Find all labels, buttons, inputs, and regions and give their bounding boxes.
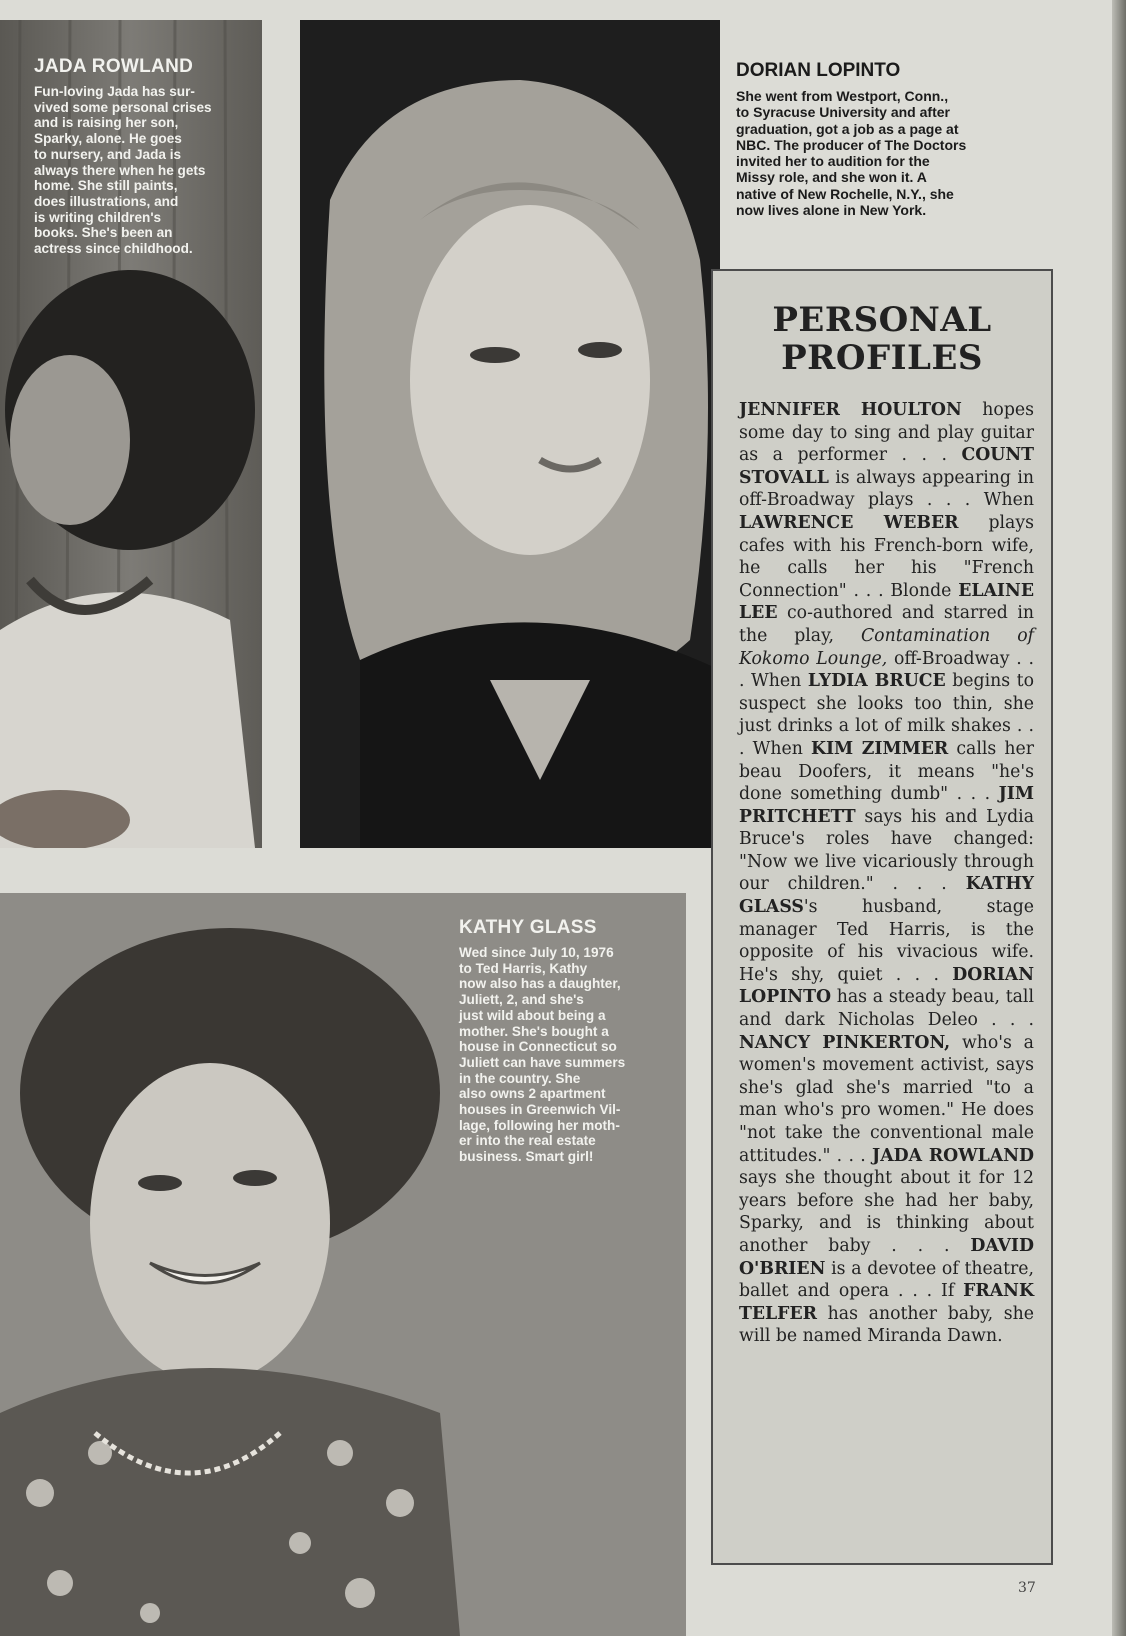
- profile-name: ELAINE LEE: [739, 580, 1034, 624]
- profile-text: off-Broadway . . . When: [739, 648, 1034, 692]
- profiles-title-line2: PROFILES: [781, 338, 983, 378]
- profile-name: COUNT STOVALL: [739, 445, 1034, 488]
- caption-name: DORIAN LOPINTO: [736, 60, 901, 81]
- profile-text: plays cafes with his French-born wife, he calls her his "French Connection" . . . Blonde: [739, 512, 1034, 601]
- profile-text: begins to suspect she looks too thin, she just drinks a lot of milk shakes . . . When: [739, 671, 1034, 759]
- profile-text: has a steady beau, tall and dark Nicholas Deleo . . .: [739, 987, 1034, 1031]
- profile-name: JENNIFER HOULTON: [739, 400, 962, 420]
- profiles-title-line1: PERSONAL: [772, 300, 992, 340]
- profile-name: FRANK TELFER: [739, 1281, 1034, 1324]
- profiles-title: [713, 301, 1051, 377]
- profile-name: LAWRENCE WEBER: [739, 512, 959, 533]
- caption-body: Wed since July 10, 1976 to Ted Harris, Kathy now also has a daughter, Juliett, 2, and she's just wild about being a mother. She's bought a house in Connecticut so Juliett can have summers in the country. She also owns 2 apartment houses in Greenwich Vil- lage, following her moth- er into the real estate business. Smart girl!: [459, 945, 626, 1165]
- kathy-glass-caption: [459, 917, 689, 1165]
- binding-edge: [1112, 0, 1126, 1636]
- profile-name: KIM ZIMMER: [810, 738, 949, 759]
- profile-text: says she thought about it for 12 years before she had her baby, Sparky, and is thinking about another baby . . .: [739, 1168, 1034, 1256]
- profile-text: 's husband, stage manager Ted Harris, is the opposite of his vivacious wife. He's shy, quiet . . .: [739, 897, 1034, 985]
- jada-rowland-caption: [34, 56, 264, 257]
- profile-name: DORIAN LOPINTO: [739, 964, 1034, 1008]
- caption-name: KATHY GLASS: [459, 917, 597, 938]
- page-number: 37: [1018, 1580, 1036, 1596]
- profile-name: DAVID O'BRIEN: [739, 1235, 1034, 1279]
- play-title: Contamination of Kokomo Lounge,: [739, 625, 1035, 669]
- profile-text: who's a women's movement activist, says she's glad she's married "to a man who's pro women." He does "not take the conventional male attitudes." . . .: [739, 1032, 1034, 1166]
- profile-name: NANCY PINKERTON,: [739, 1032, 951, 1053]
- profile-text: co-authored and starred in the play,: [739, 603, 1034, 646]
- profile-name: JIM PRITCHETT: [739, 784, 1034, 827]
- caption-name: JADA ROWLAND: [34, 56, 194, 77]
- profile-text: hopes some day to sing and play guitar as a performer . . .: [739, 400, 1034, 466]
- profiles-text: [739, 399, 1034, 1348]
- personal-profiles-box: [711, 269, 1053, 1565]
- profile-text: has another baby, she will be named Miranda Dawn.: [739, 1303, 1034, 1347]
- dorian-lopinto-caption: [736, 60, 1016, 218]
- profile-text: is always appearing in off-Broadway plays . . . When: [739, 467, 1034, 511]
- profile-name: KATHY GLASS: [739, 874, 1034, 918]
- dorian-lopinto-photo: [300, 20, 720, 848]
- profile-name: JADA ROWLAND: [872, 1145, 1034, 1166]
- profile-text: says his and Lydia Bruce's roles have changed: "Now we live vicariously through our children." . . .: [739, 806, 1034, 895]
- profile-text: calls her beau Doofers, it means "he's done something dumb" . . .: [739, 738, 1034, 805]
- profile-text: is a devotee of theatre, ballet and opera . . . If: [739, 1258, 1034, 1302]
- profile-name: LYDIA BRUCE: [807, 671, 946, 692]
- caption-body: She went from Westport, Conn., to Syracuse University and after graduation, got a job as a page at NBC. The producer of The Doctors invited her to audition for the Missy role, and she won it. A native of New Rochelle, N.Y., she now lives alone in New York.: [736, 88, 967, 219]
- caption-body: Fun-loving Jada has sur- vived some personal crises and is raising her son, Sparky, alone. He goes to nursery, and Jada is always there when he gets home. She still paints, does illustrations, and is writing children's books. She's been an actress since childhood.: [34, 84, 212, 257]
